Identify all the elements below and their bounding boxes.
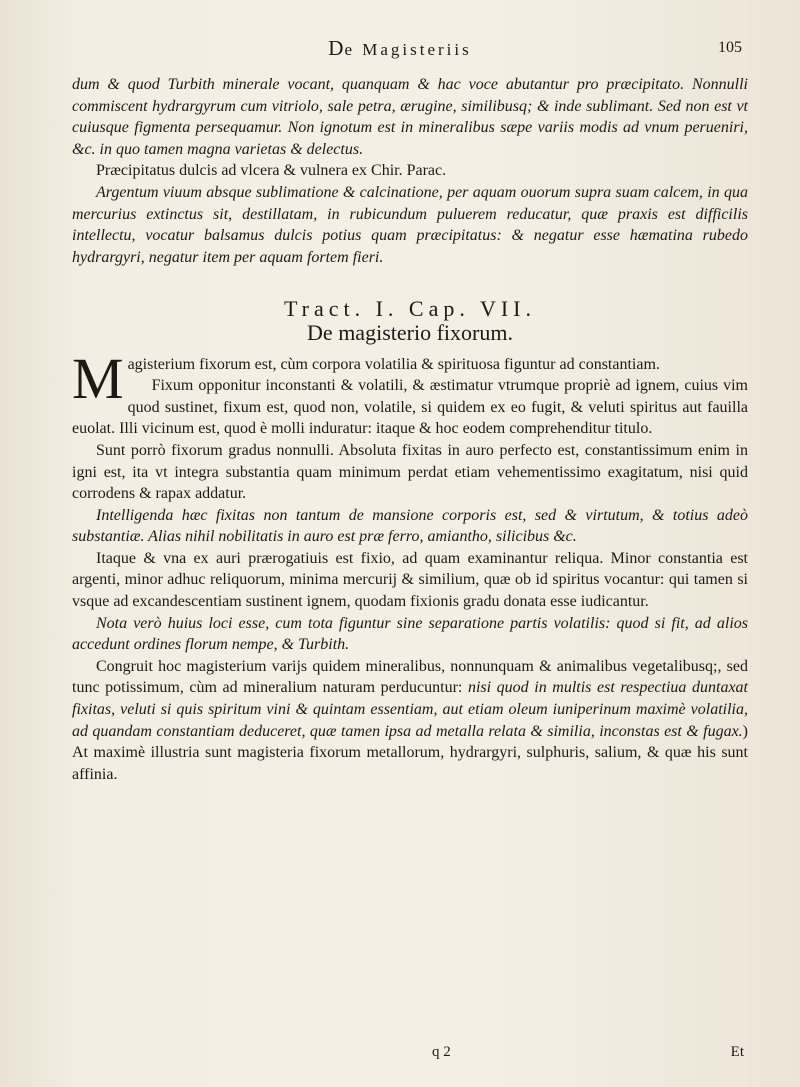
paragraph-praecipitatus: Præcipitatus dulcis ad vlcera & vulnera ex Chir. Parac.: [96, 162, 447, 180]
page-number: 105: [718, 39, 742, 56]
paragraph-fixum: Fixum opponitur inconstanti & volatili, & æstimatur vtrumque propriè ad ignem, cuius vim quod sustinet, fixum est, quod non, volatile, si quidem ex eo fugit, & veluti spiritus aut fauilla euolat. Illi vicinum est, quod è molli induratur: itaque & hoc eodem comprehenditur titulo.: [72, 377, 748, 438]
signature-mark: q 2: [432, 1044, 451, 1060]
running-head-text: e Magisteriis: [344, 40, 472, 59]
paragraph-definition: Magisterium fixorum est, cùm corpora volatilia & spirituosa figuntur ad constantiam.: [72, 345, 660, 411]
page-header: [0, 30, 800, 64]
paragraph-argentum: Argentum viuum absque sublimatione & calcinatione, per aquam ouorum supra suam calcem, in qua mercurius extinctus sit, destillatam, in rubicundum puluerem reducatur, quæ praxis est difficilis intellectu, vocatur balsamus dulcis potius quam præcipitatus: & negatur esse hæmatina rubedo hydrargyri, negatur item per aquam fortem fieri.: [72, 183, 748, 266]
chapter-heading: De magisterio fixorum.: [307, 319, 513, 345]
running-head: [0, 36, 800, 61]
congruit-ending: ) At maximè illustria sunt magisteria fixorum metallorum, hydrargyri, sulphuris, salium, & quæ his sunt affinia.: [72, 722, 748, 783]
paragraph-nota: Nota verò huius loci esse, cum tota figuntur sine separatione partis volatilis: quod si fit, ad alios accedunt ordines florum nempe, & Turbith.: [72, 614, 748, 654]
congruit-text: Congruit hoc magisterium varijs quidem mineralibus, nonnunquam & animalibus vegetalibusq;, sed tunc potissimum, cùm ad mineralium naturam perducuntur:: [72, 657, 748, 697]
body-text: [72, 74, 748, 785]
congruit-italic: nisi quod in multis est respectiua duntaxat fixitas, veluti si quis spiritum vini & quintam essentiam, aut etiam oleum iuniperinum maximè volatilia, ad quandam constantiam deduceret, quæ tamen ipsa ad metalla relata & similia, inconstas est & fugax.: [72, 679, 749, 740]
paragraph-intelligenda: Intelligenda hæc fixitas non tantum de mansione corporis est, sed & virtutum, & totius adeò substantiæ. Alias nihil nobilitatis in auro est præ ferro, amiantho, silicibus &c.: [72, 506, 748, 546]
paragraph-turbith: dum & quod Turbith minerale vocant, quanquam & hac voce abutantur pro præcipitato. Nonnulli commiscent hydrargyrum cum vitriolo, sale petra, ærugine, similibusq; & inde sublimant. Sed non est vt cuiusque figmenta persequamur. Non ignotum est in mineralibus sæpe variis modis ad vnum perueniri, &c. in quo tamen magna varietas & delectus.: [72, 76, 748, 158]
catchword: Et: [730, 1044, 744, 1060]
page-footer: [0, 1044, 800, 1068]
paragraph-itaque: Itaque & vna ex auri prærogatiuis est fixio, ad quam examinantur reliqua. Minor constantia est argenti, minor adhuc reliquorum, minima mercurij & similium, quæ ob id spiritus vocantur: qui tamen si vsque ad excandescentiam sustinent ignem, quodam fixionis gradu donata esse iudicantur.: [72, 549, 748, 611]
paragraph-gradus: Sunt porrò fixorum gradus nonnulli. Absoluta fixitas in auro perfecto est, constantissimum enim in igni est, ita vt integra substantia quam minimum perdat etiam vehementissimo exagitatum, nisi quid corrodens & rapax addatur.: [72, 441, 748, 503]
running-head-initial: D: [328, 36, 345, 60]
paragraph-congruit: [72, 656, 748, 786]
tract-heading: Tract. I. Cap. VII.: [283, 296, 537, 322]
